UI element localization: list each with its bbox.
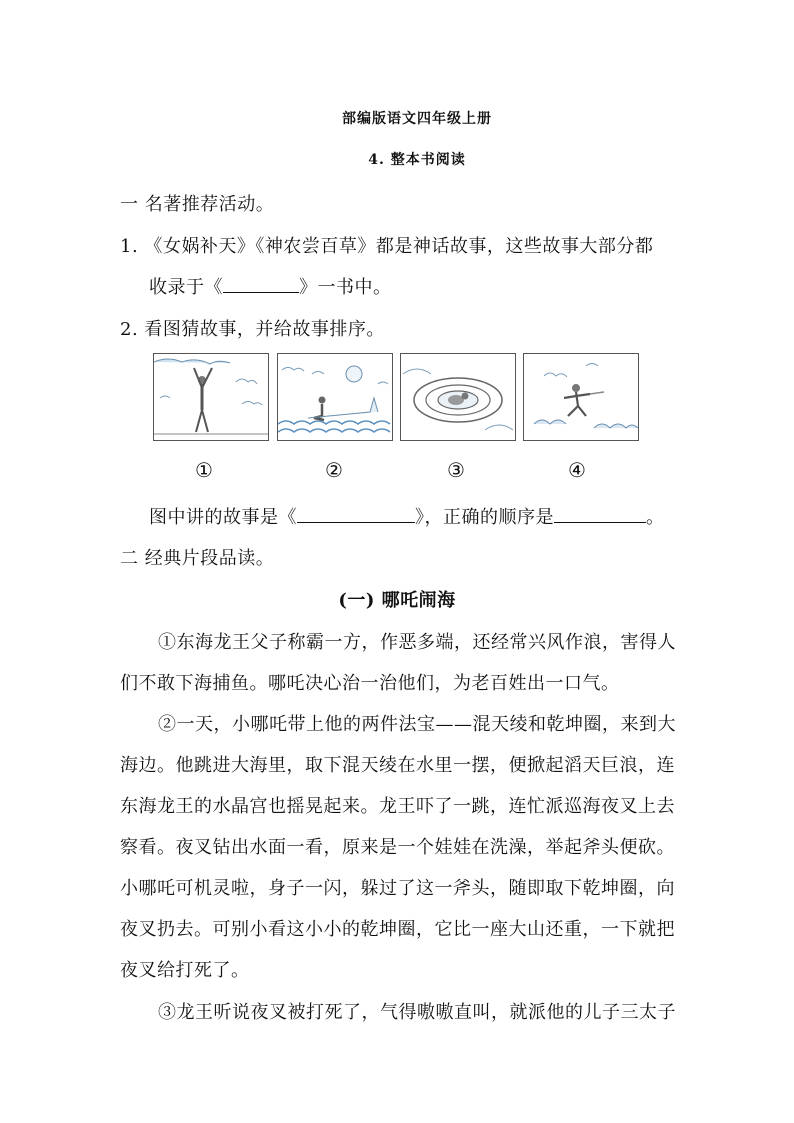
picture-label-4: ④ bbox=[568, 458, 586, 482]
picture-label-3: ③ bbox=[447, 458, 465, 482]
passage-line: 察看。夜叉钻出水面一看，原来是一个娃娃在洗澡，举起斧头便砍。 bbox=[120, 837, 675, 858]
baby-in-whirlpool-icon bbox=[401, 354, 515, 440]
answer-end: 。 bbox=[646, 507, 665, 528]
question-2-answer-line bbox=[149, 503, 665, 529]
figure-raising-arms-icon bbox=[154, 354, 268, 440]
order-blank[interactable] bbox=[554, 504, 646, 523]
passage-line: ③龙王听说夜叉被打死了，气得嗷嗷直叫，就派他的儿子三太子 bbox=[158, 1002, 676, 1023]
story-picture-4 bbox=[523, 353, 639, 441]
passage-line: 们不敢下海捕鱼。哪吒决心治一治他们，为老百姓出一口气。 bbox=[120, 673, 620, 694]
passage-line: 夜叉扔去。可别小看这小小的乾坤圈，它比一座大山还重，一下就把 bbox=[120, 919, 675, 940]
part1-heading: 一 名著推荐活动。 bbox=[120, 194, 275, 215]
q1-answer-blank[interactable] bbox=[223, 274, 299, 293]
story-picture-1 bbox=[153, 353, 269, 441]
figure-running-in-clouds-icon bbox=[524, 354, 638, 440]
picture-label-2: ② bbox=[325, 458, 343, 482]
passage-line: ①东海龙王父子称霸一方，作恶多端，还经常兴风作浪，害得人 bbox=[158, 632, 676, 653]
story-text-before: 图中讲的故事是《 bbox=[149, 507, 297, 528]
part2-heading: 二 经典片段品读。 bbox=[120, 548, 275, 569]
story-picture-2 bbox=[277, 353, 393, 441]
figure-kneeling-by-waves-icon bbox=[278, 354, 392, 440]
order-text: 》，正确的顺序是 bbox=[415, 507, 554, 528]
passage-line: 小哪吒可机灵啦，身子一闪，躲过了这一斧头，随即取下乾坤圈，向 bbox=[120, 878, 675, 899]
passage-line: ②一天，小哪吒带上他的两件法宝——混天绫和乾坤圈，来到大 bbox=[158, 714, 676, 735]
passage-line: 夜叉给打死了。 bbox=[120, 960, 250, 981]
question-2-prompt: 2. 看图猜故事，并给故事排序。 bbox=[120, 319, 385, 340]
passage-line: 海边。他跳进大海里，取下混天绫在水里一摆，便掀起滔天巨浪，连 bbox=[120, 755, 675, 776]
book-title: 部编版语文四年级上册 bbox=[342, 111, 492, 127]
question-1-line-1: 1. 《女娲补天》《神农尝百草》都是神话故事，这些故事大部分都 bbox=[120, 236, 654, 257]
story-name-blank[interactable] bbox=[297, 504, 415, 523]
passage-title: (一) 哪吒闹海 bbox=[338, 590, 456, 611]
passage-line: 东海龙王的水晶宫也摇晃起来。龙王吓了一跳，连忙派巡海夜叉上去 bbox=[120, 796, 675, 817]
question-1-line-2 bbox=[149, 273, 392, 299]
story-picture-3 bbox=[400, 353, 516, 441]
unit-title: 4. 整本书阅读 bbox=[368, 152, 466, 168]
q1-text-before: 收录于《 bbox=[149, 277, 223, 298]
q1-text-after: 》一书中。 bbox=[299, 277, 392, 298]
picture-label-1: ① bbox=[195, 458, 213, 482]
